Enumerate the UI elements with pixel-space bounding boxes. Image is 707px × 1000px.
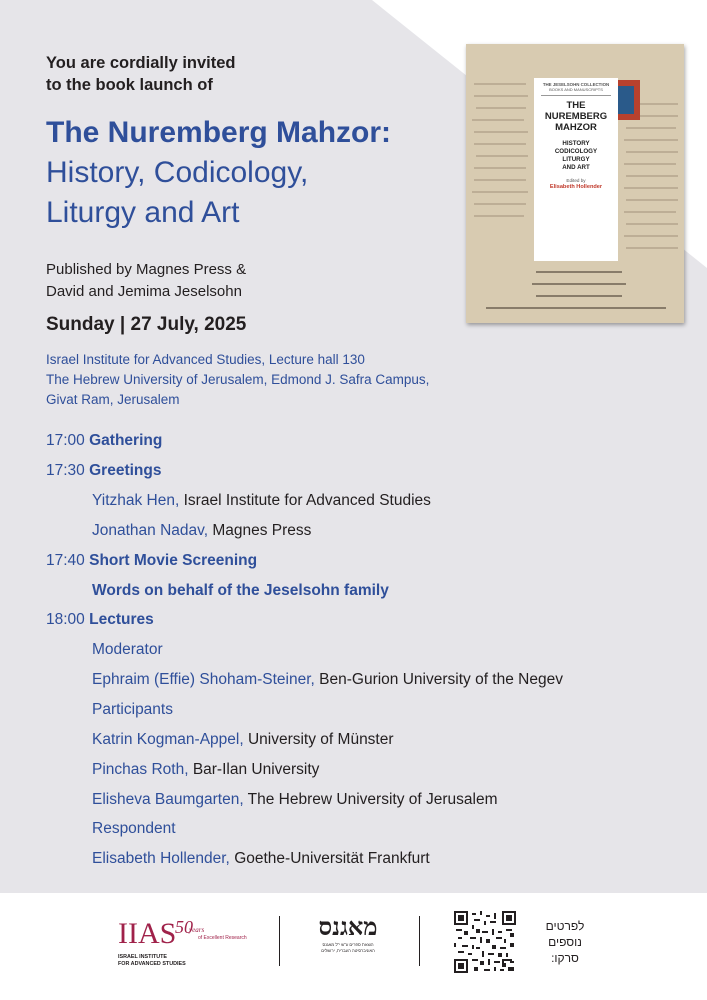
book-title xyxy=(46,113,391,233)
program-greetings xyxy=(46,461,161,481)
speaker-affiliation: Bar-Ilan University xyxy=(192,761,320,778)
cover-topic-1: HISTORY xyxy=(562,140,590,147)
speaker-row xyxy=(92,790,497,810)
venue xyxy=(46,350,429,410)
iias-logo xyxy=(118,917,248,973)
speaker-name: Katrin Kogman-Appel, xyxy=(92,731,244,748)
footer-divider xyxy=(419,916,420,966)
cover-edited-by: Edited by xyxy=(566,178,586,183)
scan-line-3: סרקו: xyxy=(551,951,579,965)
speaker-affiliation: University of Münster xyxy=(247,731,394,748)
iias-name-line-2: FOR ADVANCED STUDIES xyxy=(118,961,186,967)
iias-anniversary-number: 50 xyxy=(175,917,193,937)
cover-topic-3: LITURGY xyxy=(562,156,590,163)
role-label: Participants xyxy=(92,701,173,718)
speaker-row xyxy=(92,491,431,511)
cover-title-1: THE xyxy=(566,100,586,111)
speaker-name: Elisheva Baumgarten, xyxy=(92,791,244,808)
speaker-name: Jonathan Nadav, xyxy=(92,522,209,539)
book-title-line-1: The Nuremberg Mahzor: xyxy=(46,116,392,149)
magnes-subtitle-2: האוניברסיטה העברית, ירושלים xyxy=(321,948,375,953)
venue-line-3: Givat Ram, Jerusalem xyxy=(46,392,180,407)
program-gathering xyxy=(46,431,162,451)
moderator-label xyxy=(92,640,163,660)
invitation-line-1: You are cordially invited xyxy=(46,54,236,72)
publisher-line-1: Published by Magnes Press & xyxy=(46,261,247,278)
program-item-title: Gathering xyxy=(89,432,163,449)
iias-name xyxy=(118,954,186,968)
footer-divider xyxy=(279,916,280,966)
speaker-row xyxy=(92,760,319,780)
publisher-line-2: David and Jemima Jeselsohn xyxy=(46,283,242,300)
scan-line-1: לפרטים xyxy=(545,919,585,933)
iias-tagline: of Excellent Research xyxy=(198,935,247,941)
cover-editor: Elisabeth Hollender xyxy=(549,184,603,190)
invitation-line-2: to the book launch of xyxy=(46,76,213,94)
iias-logo-letters: IIAS xyxy=(118,917,177,950)
venue-line-1: Israel Institute for Advanced Studies, Lecture hall 130 xyxy=(46,352,365,367)
iias-anniversary-years: years xyxy=(189,926,205,934)
scan-line-2: נוספים xyxy=(548,935,582,949)
program-item-title: Greetings xyxy=(89,462,162,479)
program-time: 17:30 xyxy=(46,462,85,479)
speaker-name: Pinchas Roth, xyxy=(92,761,189,778)
cover-title-3: MAHZOR xyxy=(555,122,597,133)
program-time: 18:00 xyxy=(46,611,85,628)
speaker-row xyxy=(92,521,311,541)
cover-topic-2: CODICOLOGY xyxy=(554,148,598,155)
speaker-name: Ephraim (Effie) Shoham-Steiner, xyxy=(92,671,315,688)
program-time: 17:00 xyxy=(46,432,85,449)
cover-title-2: NUREMBERG xyxy=(544,111,608,122)
book-title-line-2: History, Codicology, xyxy=(46,156,309,189)
cover-collection: THE JESELSOHN COLLECTION xyxy=(542,82,610,87)
respondent-label xyxy=(92,819,176,839)
speaker-affiliation: The Hebrew University of Jerusalem xyxy=(247,791,498,808)
program-item-title: Lectures xyxy=(89,611,154,628)
role-label: Moderator xyxy=(92,641,163,658)
speaker-affiliation: Magnes Press xyxy=(212,522,312,539)
iias-name-line-1: ISRAEL INSTITUTE xyxy=(118,954,168,960)
speaker-affiliation: Goethe-Universität Frankfurt xyxy=(234,850,430,867)
cover-label xyxy=(534,78,618,261)
speaker-row xyxy=(92,849,430,869)
speaker-name: Elisabeth Hollender, xyxy=(92,850,230,867)
program-item-subtitle: Words on behalf of the Jeselsohn family xyxy=(92,582,389,599)
program-lectures xyxy=(46,610,154,630)
magnes-subtitle-1: הוצאת ספרים ע"ש י"ל מאגנס xyxy=(322,942,374,947)
speaker-name: Yitzhak Hen, xyxy=(92,492,180,509)
invitation-text xyxy=(46,52,236,96)
speaker-row xyxy=(92,670,563,690)
publisher-text xyxy=(46,259,246,303)
role-label: Respondent xyxy=(92,820,176,837)
scan-for-details xyxy=(540,918,590,966)
program-item-title: Short Movie Screening xyxy=(89,552,258,569)
speaker-affiliation: Israel Institute for Advanced Studies xyxy=(183,492,431,509)
cover-divider xyxy=(541,95,611,96)
magnes-logo-text: מאגנס xyxy=(318,912,378,941)
speaker-row xyxy=(92,730,394,750)
participants-label xyxy=(92,700,173,720)
speaker-affiliation: Ben-Gurion University of the Negev xyxy=(319,671,563,688)
event-date: Sunday | 27 July, 2025 xyxy=(46,314,247,335)
cover-topic-4: AND ART xyxy=(562,164,590,171)
program-movie xyxy=(46,551,257,571)
qr-code-icon[interactable] xyxy=(454,911,516,973)
book-title-line-3: Liturgy and Art xyxy=(46,196,240,229)
magnes-logo xyxy=(308,912,388,972)
venue-line-2: The Hebrew University of Jerusalem, Edmond J. Safra Campus, xyxy=(46,372,430,387)
program-movie-subtitle xyxy=(92,581,389,601)
program-time: 17:40 xyxy=(46,552,85,569)
cover-series: BOOKS AND MANUSCRIPTS xyxy=(549,87,603,92)
book-cover-image xyxy=(466,44,684,323)
